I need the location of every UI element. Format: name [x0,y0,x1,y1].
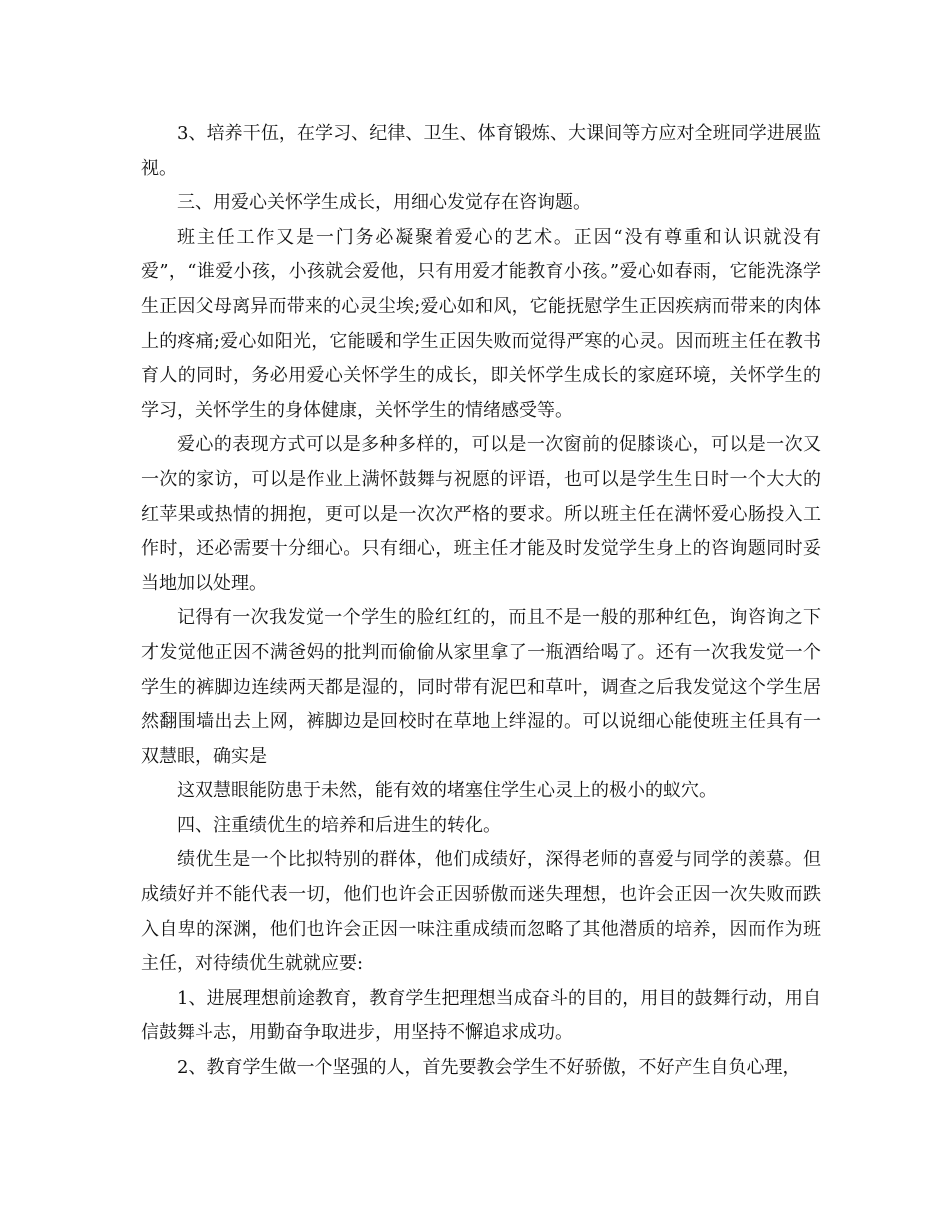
paragraph-love-forms: 爱心的表现方式可以是多种多样的，可以是一次窗前的促膝谈心，可以是一次又一次的家访，可以是作业上满怀鼓舞与祝愿的评语，也可以是学生生日时一个大大的红苹果或热情的拥抱，更可以是一次次严格的要求。所以班主任在满怀爱心肠投入工作时，还必需要十分细心。只有细心，班主任才能及时发觉学生身上的咨询题同时妥当地加以处理。 [141,434,821,594]
paragraph-top-students: 绩优生是一个比拟特别的群体，他们成绩好，深得老师的喜爱与同学的羡慕。但成绩好并不能代表一切，他们也许会正因骄傲而迷失理想，也许会正因一次失败而跌入自卑的深渊，他们也许会正因一味注重成绩而忽略了其他潜质的培养，因而作为班主任，对待绩优生就就应要: [141,849,821,975]
section-heading-four: 四、注重绩优生的培养和后进生的转化。 [177,814,501,836]
document-body [141,117,821,1086]
paragraph-anecdote: 记得有一次我发觉一个学生的脸红红的，而且不是一般的那种红色，询咨询之下才发觉他正因不满爸妈的批判而偷偷从家里拿了一瓶酒给喝了。还有一次我发觉一个学生的裤脚边连续两天都是湿的，同时带有泥巴和草叶，调查之后我发觉这个学生居然翻围墙出去上网，裤脚边是回校时在草地上绊湿的。可以说细心能使班主任具有一双慧眼，确实是 [141,607,821,767]
paragraph-love-art: 班主任工作又是一门务必凝聚着爱心的艺术。正因“没有尊重和认识就没有爱”，“谁爱小孩，小孩就会爱他，只有用爱才能教育小孩。”爱心如春雨，它能洗涤学生正因父母离异而带来的心灵尘埃;爱心如和风，它能抚慰学生正因疾病而带来的肉体上的疼痛;爱心如阳光，它能暖和学生正因失败而觉得严寒的心灵。因而班主任在教书育人的同时，务必用爱心关怀学生的成长，即关怀学生成长的家庭环境，关怀学生的学习，关怀学生的身体健康，关怀学生的情绪感受等。 [141,226,821,421]
paragraph-wise-eyes: 这双慧眼能防患于未然，能有效的堵塞住学生心灵上的极小的蚁穴。 [177,780,717,802]
paragraph-item-3-supervision: 3、培养干伍，在学习、纪律、卫生、体育锻炼、大课间等方应对全班同学进展监视。 [141,123,821,179]
paragraph-item-2-strong: 2、教育学生做一个坚强的人，首先要教会学生不好骄傲，不好产生自负心理， [177,1057,801,1079]
paragraph-item-1-ideals: 1、进展理想前途教育，教育学生把理想当成奋斗的目的，用目的鼓舞行动，用自信鼓舞斗志，用勤奋争取进步，用坚持不懈追求成功。 [141,987,821,1044]
section-heading-three: 三、用爱心关怀学生成长，用细心发觉存在咨询题。 [177,192,591,214]
